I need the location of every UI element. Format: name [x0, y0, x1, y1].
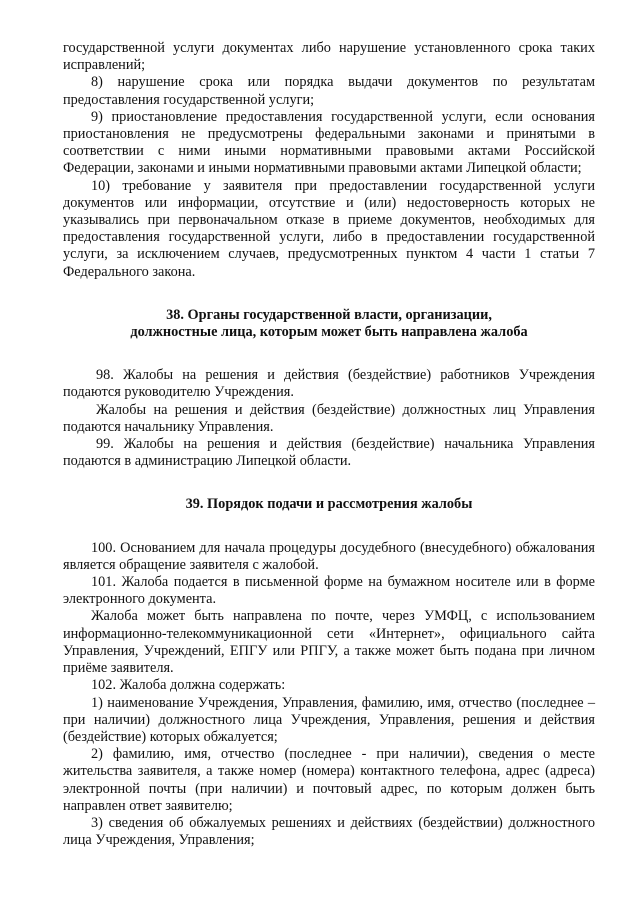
section-38-heading-line1: 38. Органы государственной власти, организации, [166, 306, 492, 323]
paragraph-item-9: 9) приостановление предоставления государственной услуги, если основания приостановления не предусмотрены федеральными законами и принятыми в соответствии с ними иными нормативными правовыми актами Российской Федерации, законами и иными нормативными правовыми актами Липецкой области; [63, 108, 595, 177]
section-39-heading: 39. Порядок подачи и рассмотрения жалобы [185, 496, 473, 513]
paragraph-99: 99. Жалобы на решения и действия (бездействие) начальника Управления подаются в администрацию Липецкой области. [63, 436, 595, 470]
section-38-heading-line2: должностные лица, которым может быть направлена жалоба [130, 324, 528, 341]
document-page [63, 40, 595, 849]
paragraph-submission-channels: Жалоба может быть направлена по почте, через УМФЦ, с использованием информационно-телекоммуникационной сети «Интернет», официального сайта Управления, Учреждений, ЕПГУ или РПГУ, а также может быть подана при личном приёме заявителя. [63, 608, 595, 677]
paragraph-101: 101. Жалоба подается в письменной форме на бумажном носителе или в форме электронного документа. [63, 574, 595, 608]
paragraph-102-item-1: 1) наименование Учреждения, Управления, фамилию, имя, отчество (последнее – при наличии) должностного лица Учреждения, Управления, решения и действия (бездействие) которых обжалуется; [63, 694, 595, 745]
paragraph-102: 102. Жалоба должна содержать: [91, 677, 286, 694]
paragraph-item-10: 10) требование у заявителя при предоставлении государственной услуги документов или информации, отсутствие и (или) недостоверность которых не указывались при первоначальном отказе в приеме документов, необходимых для предоставления государственной услуги, либо в предоставлении государственной услуги, за исключением случаев, предусмотренных пунктом 4 части 1 статьи 7 Федерального закона. [63, 177, 595, 280]
paragraph-continuation: государственной услуги документах либо нарушение установленного срока таких исправлений; [63, 40, 595, 74]
paragraph-item-8: 8) нарушение срока или порядка выдачи документов по результатам предоставления государственной услуги; [63, 74, 595, 108]
paragraph-98: 98. Жалобы на решения и действия (бездействие) работников Учреждения подаются руководителю Учреждения. [63, 367, 595, 401]
paragraph-100: 100. Основанием для начала процедуры досудебного (внесудебного) обжалования является обращение заявителя с жалобой. [63, 539, 595, 573]
paragraph-102-item-3: 3) сведения об обжалуемых решениях и действиях (бездействии) должностного лица Учреждения, Управления; [63, 814, 595, 849]
paragraph-complaints-management: Жалобы на решения и действия (бездействие) должностных лиц Управления подаются начальнику Управления. [63, 401, 595, 435]
paragraph-102-item-2: 2) фамилию, имя, отчество (последнее - при наличии), сведения о месте жительства заявителя, а также номер (номера) контактного телефона, адрес (адреса) электронной почты (при наличии) и почтовый адрес, по которым должен быть направлен ответ заявителю; [63, 746, 595, 814]
